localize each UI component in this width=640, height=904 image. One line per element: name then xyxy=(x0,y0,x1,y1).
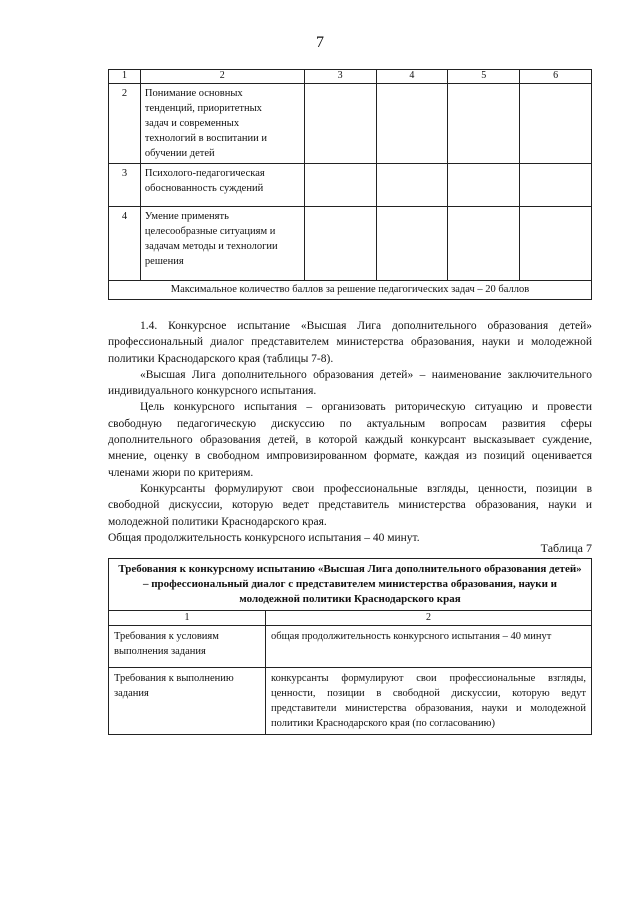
section-text xyxy=(108,318,592,546)
table-caption: Таблица 7 xyxy=(540,541,592,555)
table-row xyxy=(109,668,592,735)
score-cell xyxy=(304,84,376,164)
score-cell xyxy=(376,84,448,164)
table-title: Требования к конкурсному испытанию «Высшая Лига дополнительного образования детей» – профессиональный диалог с представителем министерства образования, науки и молодежной политики Краснодарского края xyxy=(109,559,592,611)
header-cell: 2 xyxy=(266,611,592,626)
table-row xyxy=(109,626,592,668)
table-row xyxy=(109,207,592,281)
header-cell: 6 xyxy=(520,70,592,84)
score-cell xyxy=(448,84,520,164)
paragraph: «Высшая Лига дополнительного образования детей» – наименование заключительного индивидуального конкурсного испытания. xyxy=(108,368,592,398)
max-score-note: Максимальное количество баллов за решение педагогических задач – 20 баллов xyxy=(109,281,592,300)
score-cell xyxy=(448,207,520,281)
score-cell xyxy=(376,207,448,281)
score-cell xyxy=(376,164,448,207)
header-cell: 4 xyxy=(376,70,448,84)
score-cell xyxy=(520,207,592,281)
header-cell: 3 xyxy=(304,70,376,84)
score-cell xyxy=(304,207,376,281)
score-cell xyxy=(520,84,592,164)
requirement-value: конкурсанты формулируют свои профессиональные взгляды, ценности, позиции в свободной дискуссии, которую ведут представители министерства образования, науки и молодежной политики Краснодарского края (по согласованию) xyxy=(266,668,592,735)
paragraph: Цель конкурсного испытания – организовать риторическую ситуацию и провести свободную педагогическую дискуссию по актуальным вопросам развития сферы дополнительного образования детей, в которой каждый конкурсант высказывает суждение, мнение, оценку в свободном импровизированном формате, каждая из позиций оценивается членами жюри по критериям. xyxy=(108,401,592,479)
requirement-value: общая продолжительность конкурсного испытания – 40 минут xyxy=(266,626,592,668)
paragraph: Общая продолжительность конкурсного испытания – 40 минут. xyxy=(108,531,420,544)
page-number: 7 xyxy=(316,34,324,51)
criteria-table xyxy=(108,69,592,300)
header-cell: 2 xyxy=(140,70,304,84)
table-row xyxy=(109,84,592,164)
paragraph: Конкурсанты формулируют свои профессиональные взгляды, ценности, позиции в свободной дискуссии, которую ведет представитель министерства образования, науки и молодежной политики Краснодарского края. xyxy=(108,482,592,528)
row-number: 3 xyxy=(109,164,141,207)
criterion-text: Умение применять целесообразные ситуациям и задачам методы и технологии решения xyxy=(140,207,304,281)
header-cell: 1 xyxy=(109,70,141,84)
criterion-text: Психолого-педагогическая обоснованность суждений xyxy=(140,164,304,207)
requirements-table-header xyxy=(109,611,592,626)
requirement-label: Требования к условиям выполнения задания xyxy=(109,626,266,668)
table-title-row xyxy=(109,559,592,611)
paragraph: 1.4. Конкурсное испытание «Высшая Лига дополнительного образования детей» профессиональный диалог представителем министерства образования, науки и молодежной политики Краснодарского края (таблицы 7-8). xyxy=(108,320,592,365)
table-row xyxy=(109,164,592,207)
score-cell xyxy=(448,164,520,207)
score-cell xyxy=(520,164,592,207)
requirements-table xyxy=(108,558,592,735)
row-number: 2 xyxy=(109,84,141,164)
table-footer-row xyxy=(109,281,592,300)
header-cell: 1 xyxy=(109,611,266,626)
header-cell: 5 xyxy=(448,70,520,84)
criterion-text: Понимание основных тенденций, приоритетных задач и современных технологий в воспитании и обучении детей xyxy=(140,84,304,164)
score-cell xyxy=(304,164,376,207)
criteria-table-header xyxy=(109,70,592,84)
row-number: 4 xyxy=(109,207,141,281)
requirement-label: Требования к выполнению задания xyxy=(109,668,266,735)
